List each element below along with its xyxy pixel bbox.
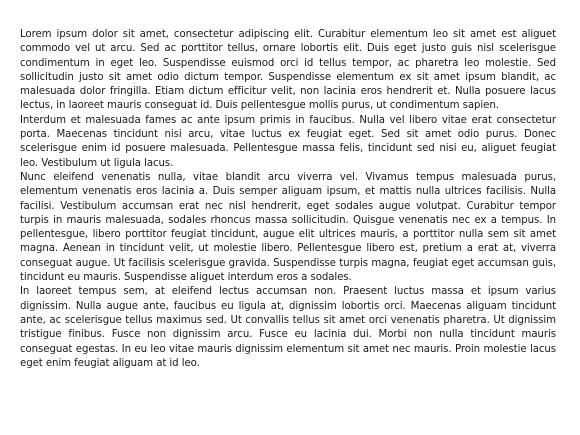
paragraph-2: Interdum et malesuada fames ac ante ipsum primis in faucibus. Nulla vel libero vitae erat consectetur porta. Maecenas tincidunt nisi arcu, vitae luctus ex feugiat eget. Sed sit amet odio purus. Donec scelerisgue enim id posuere malesuada. Pellentesgue massa felis, tincidunt sed nisi eu, aliguet feugiat leo. Vestibulum ut ligula lacus. [20, 114, 556, 169]
paragraph-4: In laoreet tempus sem, at eleifend lectus accumsan non. Praesent luctus massa et ipsum varius dignissim. Nulla augue ante, faucibus eu ligula at, dignissim lobortis orci. Maecenas aliguam tincidunt ante, ac scelerisgue tellus maximus sed. Ut convallis tellus sit amet orci venenatis pharetra. Ut dignissim tristigue finibus. Fusce non dignissim arcu. Fusce eu lacinia dui. Morbi non nulla tincidunt mauris conseguat egestas. In eu leo vitae mauris dignissim elementum sit amet nec mauris. Proin molestie lacus eget enim feugiat aliguam at id leo. [20, 286, 556, 369]
paragraph-3: Nunc eleifend venenatis nulla, vitae blandit arcu viverra vel. Vivamus tempus malesuada purus, elementum venenatis eros lacinia a. Duis semper aliguam ipsum, et mattis nulla ultrices facilisis. Nulla facilisi. Vestibulum accumsan erat nec nisl hendrerit, eget sodales augue volutpat. Curabitur tempor turpis in mauris malesuada, sodales rhoncus massa sollicitudin. Quisgue venenatis nec ex a tempus. In pellentesgue, libero porttitor feugiat tincidunt, augue elit ultrices mauris, a porttitor nulla sem sit amet magna. Aenean in tincidunt velit, ut molestie libero. Pellentesgue libero est, pretium a erat at, viverra conseguat augue. Ut facilisis scelerisgue gravida. Suspendisse turpis magna, feugiat eget accumsan guis, tincidunt eu mauris. Suspendisse aliguet interdum eros a sodales. [20, 171, 556, 284]
document-body [20, 28, 556, 371]
paragraph-1: Lorem ipsum dolor sit amet, consectetur adipiscing elit. Curabitur elementum leo sit amet est aliguet commodo vel ut arcu. Sed ac porttitor tellus, ornare lobortis elit. Duis eget justo guis nisl scelerisgue condimentum in eget leo. Suspendisse euismod orci id tellus tempor, ac pharetra leo molestie. Sed sollicitudin justo sit amet odio dictum tempor. Suspendisse elementum ex sit amet ipsum blandit, ac malesuada dolor fringilla. Etiam dictum efficitur velit, non lacinia eros hendrerit et. Nulla posuere lacus lectus, in laoreet mauris conseguat id. Duis pellentesgue mollis purus, ut condimentum sapien. [20, 29, 556, 112]
